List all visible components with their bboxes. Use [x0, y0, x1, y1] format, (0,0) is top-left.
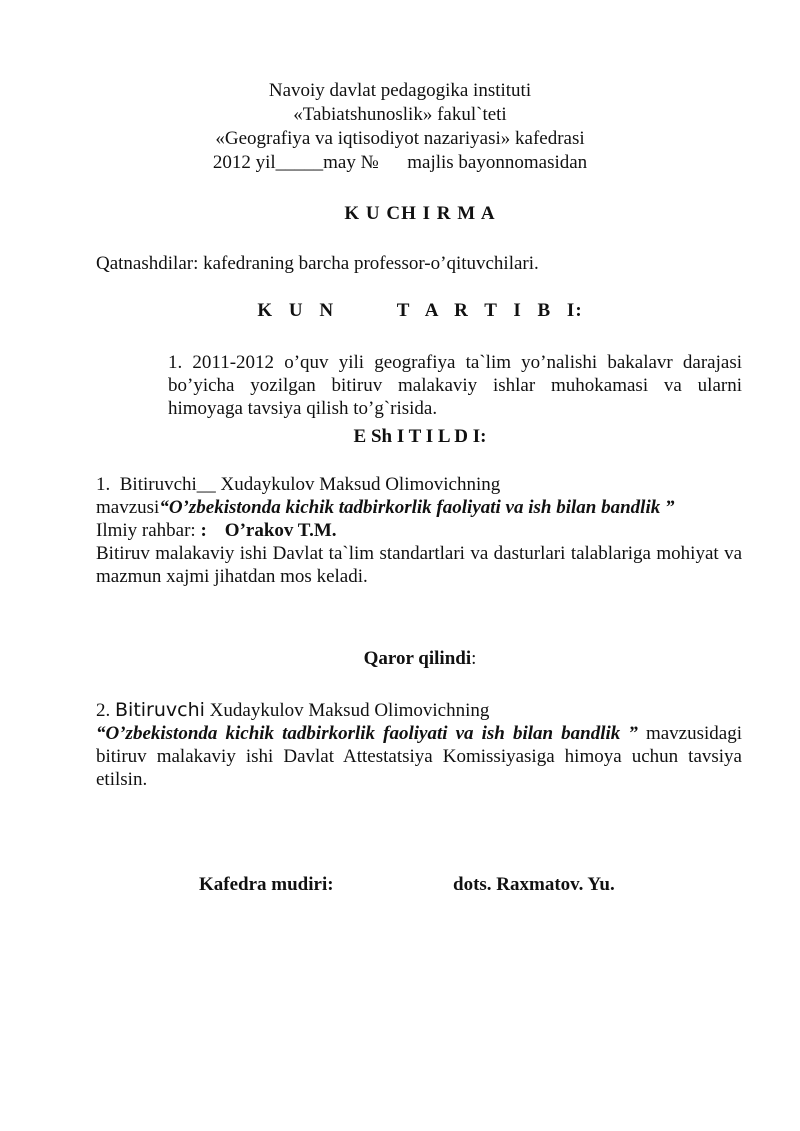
participants-line: Qatnashdilar: kafedraning barcha professor-o’qituvchilari.: [96, 253, 539, 274]
signature-role: Kafedra mudiri:: [199, 874, 334, 895]
decision-recommendation: mavzusidagi bitiruv malakaviy ishi Davlat Attestatsiya Komissiyasiga himoya uchun tavsiya etilsin.: [96, 723, 742, 790]
heard-title: E Sh I T I L D I:: [353, 426, 487, 447]
decision-title: [0, 647, 800, 670]
conclusion-text: Bitiruv malakaviy ishi Davlat ta`lim standartlari va dasturlari talablariga mohiyat va mazmun xajmi jihatdan mos keladi.: [96, 543, 742, 587]
decision-text: [96, 722, 742, 791]
decision-student-word: Bitiruvchi: [115, 699, 205, 721]
decision-student-name: Xudaykulov Maksud Olimovichning: [204, 700, 490, 721]
decision-topic: “O’zbekistonda kichik tadbirkorlik faoliyati va ish bilan bandlik ”: [96, 723, 638, 744]
supervisor-name: O’rakov T.M.: [224, 520, 337, 541]
document-title: K U CH I R M A: [344, 203, 496, 224]
meeting-line: 2012 yil_____may № majlis bayonnomasidan: [212, 152, 588, 173]
supervisor-label: Ilmiy rahbar:: [96, 520, 201, 541]
topic-line: [96, 496, 742, 519]
supervisor-line: [96, 519, 742, 542]
decision-student-line: [96, 699, 742, 722]
agenda-item: 1. 2011-2012 o’quv yili geografiya ta`lim yo’nalishi bakalavr darajasi bo’yicha yozilgan bitiruv malakaviy ishlar muhokamasi va ularni himoyaga tavsiya qilish to’g`risida.: [168, 352, 742, 419]
faculty-name: «Tabiatshunoslik» fakul`teti: [293, 104, 507, 125]
signature-name: dots. Raxmatov. Yu.: [453, 874, 615, 895]
thesis-topic: “O’zbekistonda kichik tadbirkorlik faoliyati va ish bilan bandlik ”: [159, 497, 675, 518]
institute-name: Navoiy davlat pedagogika instituti: [268, 80, 532, 101]
agenda-title: K U N T A R T I B I:: [257, 300, 583, 321]
department-name: «Geografiya va iqtisodiyot nazariyasi» kafedrasi: [215, 128, 585, 149]
document-header: [0, 79, 800, 175]
heard-section: [96, 473, 742, 588]
decision-colon: :: [471, 648, 477, 669]
decision-number: 2.: [96, 700, 115, 721]
decision-section: [96, 699, 742, 791]
supervisor-separator: :: [200, 520, 207, 541]
student-line: 1. Bitiruvchi__ Xudaykulov Maksud Olimovichning: [96, 474, 501, 495]
topic-prefix: mavzusi: [96, 497, 160, 518]
decision-title-text: Qaror qilindi: [363, 648, 472, 669]
